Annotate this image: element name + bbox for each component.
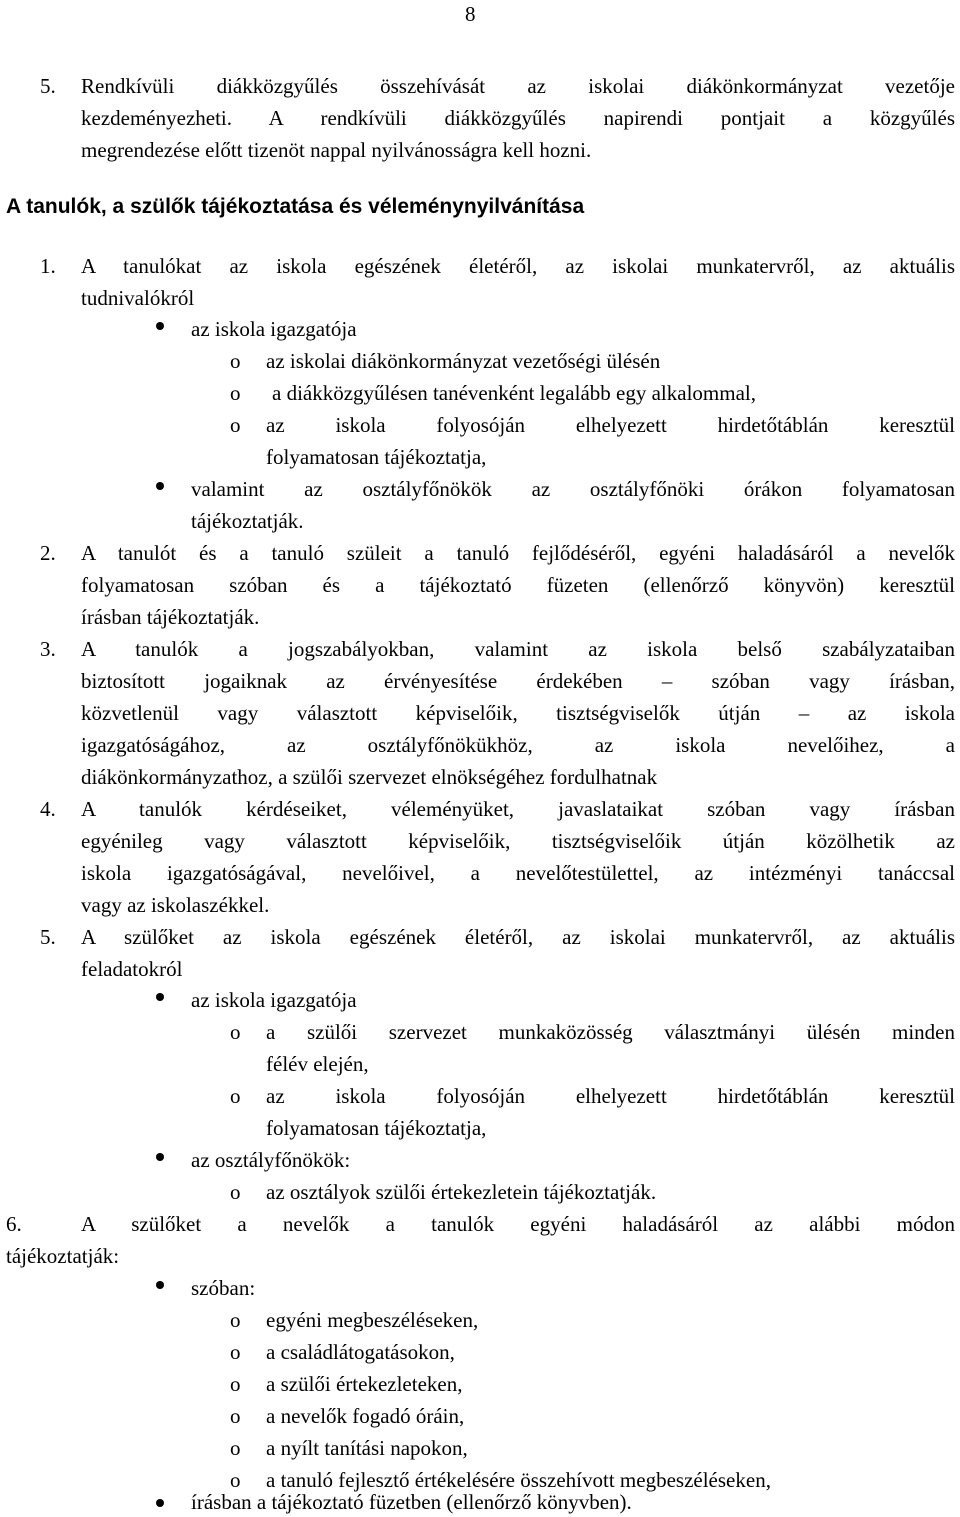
sub-marker: o: [230, 381, 241, 405]
item2-line-3: írásban tájékoztatják.: [81, 605, 260, 629]
item2-number: 2.: [40, 541, 56, 565]
sub-marker: o: [230, 1372, 241, 1396]
sub-marker: o: [230, 1308, 241, 1332]
sub-marker: o: [230, 1404, 241, 1428]
item2-line-2: folyamatosan szóban és a tájékoztató füzeten (ellenőrző könyvön) keresztül: [81, 573, 955, 597]
item5-sub-1-cont: félév elején,: [266, 1052, 369, 1076]
item6-sub-4: a nevelők fogadó óráin,: [266, 1404, 465, 1428]
bullet-icon: [156, 1281, 164, 1289]
item3-line-4: igazgatóságához, az osztályfőnökükhöz, az iskola nevelőihez, a: [81, 733, 955, 757]
item6-sub-1: egyéni megbeszéléseken,: [266, 1308, 479, 1332]
item5-bullet1: az iskola igazgatója: [191, 988, 357, 1012]
page-number: 8: [465, 2, 476, 26]
bullet-icon: [156, 1153, 164, 1161]
item3-line-1: A tanulók a jogszabályokban, valamint az iskola belső szabályzataiban: [81, 637, 955, 661]
sub-marker: o: [230, 413, 241, 437]
bullet-icon: [156, 482, 164, 490]
item1-sub-2: a diákközgyűlésen tanévenként legalább egy alkalommal,: [272, 381, 756, 405]
item6-sub-5: a nyílt tanítási napokon,: [266, 1436, 468, 1460]
intro-line-2: kezdeményezheti. A rendkívüli diákközgyűlés napirendi pontjait a közgyűlés: [81, 106, 955, 130]
sub-marker: o: [230, 1020, 241, 1044]
item1-bullet2-line-2: tájékoztatják.: [191, 509, 304, 533]
intro-item-number: 5.: [40, 74, 56, 98]
item4-number: 4.: [40, 797, 56, 821]
item1-line-1: A tanulókat az iskola egészének életéről, az iskolai munkatervről, az aktuális: [81, 254, 955, 278]
item5-line-2: feladatokról: [81, 957, 183, 981]
item1-number: 1.: [40, 254, 56, 278]
item3-line-2: biztosított jogaiknak az érvényesítése érdekében – szóban vagy írásban,: [81, 669, 955, 693]
item5-sub-1: a szülői szervezet munkaközösség választmányi ülésén minden: [266, 1020, 955, 1044]
bullet-icon: [156, 322, 164, 330]
item5-sub-2-cont: folyamatosan tájékoztatja,: [266, 1116, 487, 1140]
intro-line-3: megrendezése előtt tizenöt nappal nyilvánosságra kell hozni.: [81, 138, 592, 162]
item1-line-2: tudnivalókról: [81, 286, 195, 310]
item6-number: 6.: [6, 1212, 22, 1236]
sub-marker: o: [230, 349, 241, 373]
item6-sub-3: a szülői értekezleteken,: [266, 1372, 463, 1396]
item6-bullet2: írásban a tájékoztató füzetben (ellenőrző könyvben).: [191, 1490, 632, 1514]
sub-marker: o: [230, 1468, 241, 1492]
item1-bullet1: az iskola igazgatója: [191, 317, 357, 341]
item5-bullet2: az osztályfőnökök:: [191, 1148, 351, 1172]
item6-line-1: A szülőket a nevelők a tanulók egyéni haladásáról az alábbi módon: [81, 1212, 955, 1236]
item6-line-2: tájékoztatják:: [6, 1244, 120, 1268]
sub-marker: o: [230, 1084, 241, 1108]
item1-sub-1: az iskolai diákönkormányzat vezetőségi ülésén: [266, 349, 661, 373]
bullet-icon: [156, 993, 164, 1001]
item5-bullet2-sub: az osztályok szülői értekezletein tájékoztatják.: [266, 1180, 657, 1204]
item6-bullet1: szóban:: [191, 1276, 256, 1300]
item3-number: 3.: [40, 637, 56, 661]
sub-marker: o: [230, 1180, 241, 1204]
item1-bullet2-line-1: valamint az osztályfőnökök az osztályfőnöki órákon folyamatosan: [191, 477, 955, 501]
item4-line-2: egyénileg vagy választott képviselőik, tisztségviselőik útján közölhetik az: [81, 829, 955, 853]
bullet-icon: [156, 1499, 164, 1507]
item2-line-1: A tanulót és a tanuló szüleit a tanuló fejlődéséről, egyéni haladásáról a nevelők: [81, 541, 955, 565]
item3-line-5: diákönkormányzathoz, a szülői szervezet elnökségéhez fordulhatnak: [81, 765, 658, 789]
sub-marker: o: [230, 1436, 241, 1460]
item1-sub-3: az iskola folyosóján elhelyezett hirdetőtáblán keresztül: [266, 413, 955, 437]
item4-line-4: vagy az iskolaszékkel.: [81, 893, 270, 917]
item6-sub-6: a tanuló fejlesztő értékelésére összehívott megbeszéléseken,: [266, 1468, 771, 1492]
item4-line-3: iskola igazgatóságával, nevelőivel, a nevelőtestülettel, az intézményi tanáccsal: [81, 861, 955, 885]
item3-line-3: közvetlenül vagy választott képviselőik, tisztségviselők útján – az iskola: [81, 701, 955, 725]
item1-sub-3-cont: folyamatosan tájékoztatja,: [266, 445, 487, 469]
item6-sub-2: a családlátogatásokon,: [266, 1340, 455, 1364]
item5-number: 5.: [40, 925, 56, 949]
item4-line-1: A tanulók kérdéseiket, véleményüket, javaslataikat szóban vagy írásban: [81, 797, 955, 821]
section-title: A tanulók, a szülők tájékoztatása és véleménynyilvánítása: [6, 195, 585, 218]
item5-sub-2: az iskola folyosóján elhelyezett hirdetőtáblán keresztül: [266, 1084, 955, 1108]
intro-line-1: Rendkívüli diákközgyűlés összehívását az iskolai diákönkormányzat vezetője: [81, 74, 955, 98]
sub-marker: o: [230, 1340, 241, 1364]
item5-line-1: A szülőket az iskola egészének életéről, az iskolai munkatervről, az aktuális: [81, 925, 955, 949]
